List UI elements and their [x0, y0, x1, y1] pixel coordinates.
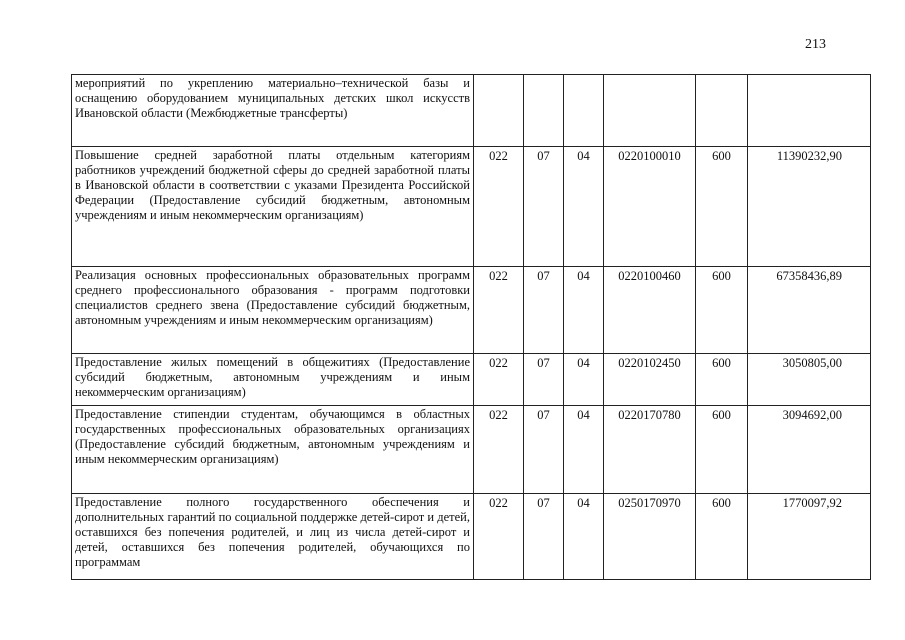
subsection-code: 04 [564, 406, 604, 494]
row-description: Предоставление полного государственного обеспечения и дополнительных гарантий по социальной поддержке детей-сирот и детей, оставшихся без попечения родителей, и лиц из числа детей-сирот и детей, оставшихся без попечения родителей, обучающихся по программам [72, 494, 474, 580]
target-code: 0220100010 [604, 147, 696, 267]
row-description: мероприятий по укреплению материально–технической базы и оснащению оборудованием муниципальных детских школ искусств Ивановской области (Межбюджетные трансферты) [72, 75, 474, 147]
target-code: 0220100460 [604, 267, 696, 354]
ministry-code [474, 75, 524, 147]
table-row [72, 406, 871, 494]
amount: 1770097,92 [748, 494, 871, 580]
section-code: 07 [524, 494, 564, 580]
table-row [72, 267, 871, 354]
table-row [72, 354, 871, 406]
ministry-code: 022 [474, 267, 524, 354]
page-number: 213 [805, 37, 826, 52]
expense-type-code: 600 [696, 147, 748, 267]
amount [748, 75, 871, 147]
row-description: Реализация основных профессиональных образовательных программ среднего профессионального образования - программ подготовки специалистов среднего звена (Предоставление субсидий бюджетным, автономным учреждениям и иным некоммерческим организациям) [72, 267, 474, 354]
budget-table [71, 74, 871, 580]
ministry-code: 022 [474, 494, 524, 580]
section-code: 07 [524, 354, 564, 406]
expense-type-code [696, 75, 748, 147]
ministry-code: 022 [474, 354, 524, 406]
subsection-code [564, 75, 604, 147]
amount: 3094692,00 [748, 406, 871, 494]
target-code: 0220102450 [604, 354, 696, 406]
target-code [604, 75, 696, 147]
table-row [72, 494, 871, 580]
section-code [524, 75, 564, 147]
target-code: 0250170970 [604, 494, 696, 580]
expense-type-code: 600 [696, 354, 748, 406]
row-description: Предоставление жилых помещений в общежитиях (Предоставление субсидий бюджетным, автономным учреждениям и иным некоммерческим организациям) [72, 354, 474, 406]
section-code: 07 [524, 267, 564, 354]
subsection-code: 04 [564, 147, 604, 267]
expense-type-code: 600 [696, 406, 748, 494]
amount: 67358436,89 [748, 267, 871, 354]
subsection-code: 04 [564, 494, 604, 580]
target-code: 0220170780 [604, 406, 696, 494]
subsection-code: 04 [564, 267, 604, 354]
amount: 3050805,00 [748, 354, 871, 406]
expense-type-code: 600 [696, 267, 748, 354]
ministry-code: 022 [474, 406, 524, 494]
table-row [72, 75, 871, 147]
subsection-code: 04 [564, 354, 604, 406]
ministry-code: 022 [474, 147, 524, 267]
expense-type-code: 600 [696, 494, 748, 580]
table-row [72, 147, 871, 267]
row-description: Предоставление стипендии студентам, обучающимся в областных государственных профессиональных образовательных организациях (Предоставление субсидий бюджетным, автономным учреждениям и иным некоммерческим организациям) [72, 406, 474, 494]
section-code: 07 [524, 147, 564, 267]
section-code: 07 [524, 406, 564, 494]
row-description: Повышение средней заработной платы отдельным категориям работников учреждений бюджетной сферы до средней заработной платы в Ивановской области в соответствии с указами Президента Российской Федерации (Предоставление субсидий бюджетным, автономным учреждениям и иным некоммерческим организациям) [72, 147, 474, 267]
amount: 11390232,90 [748, 147, 871, 267]
